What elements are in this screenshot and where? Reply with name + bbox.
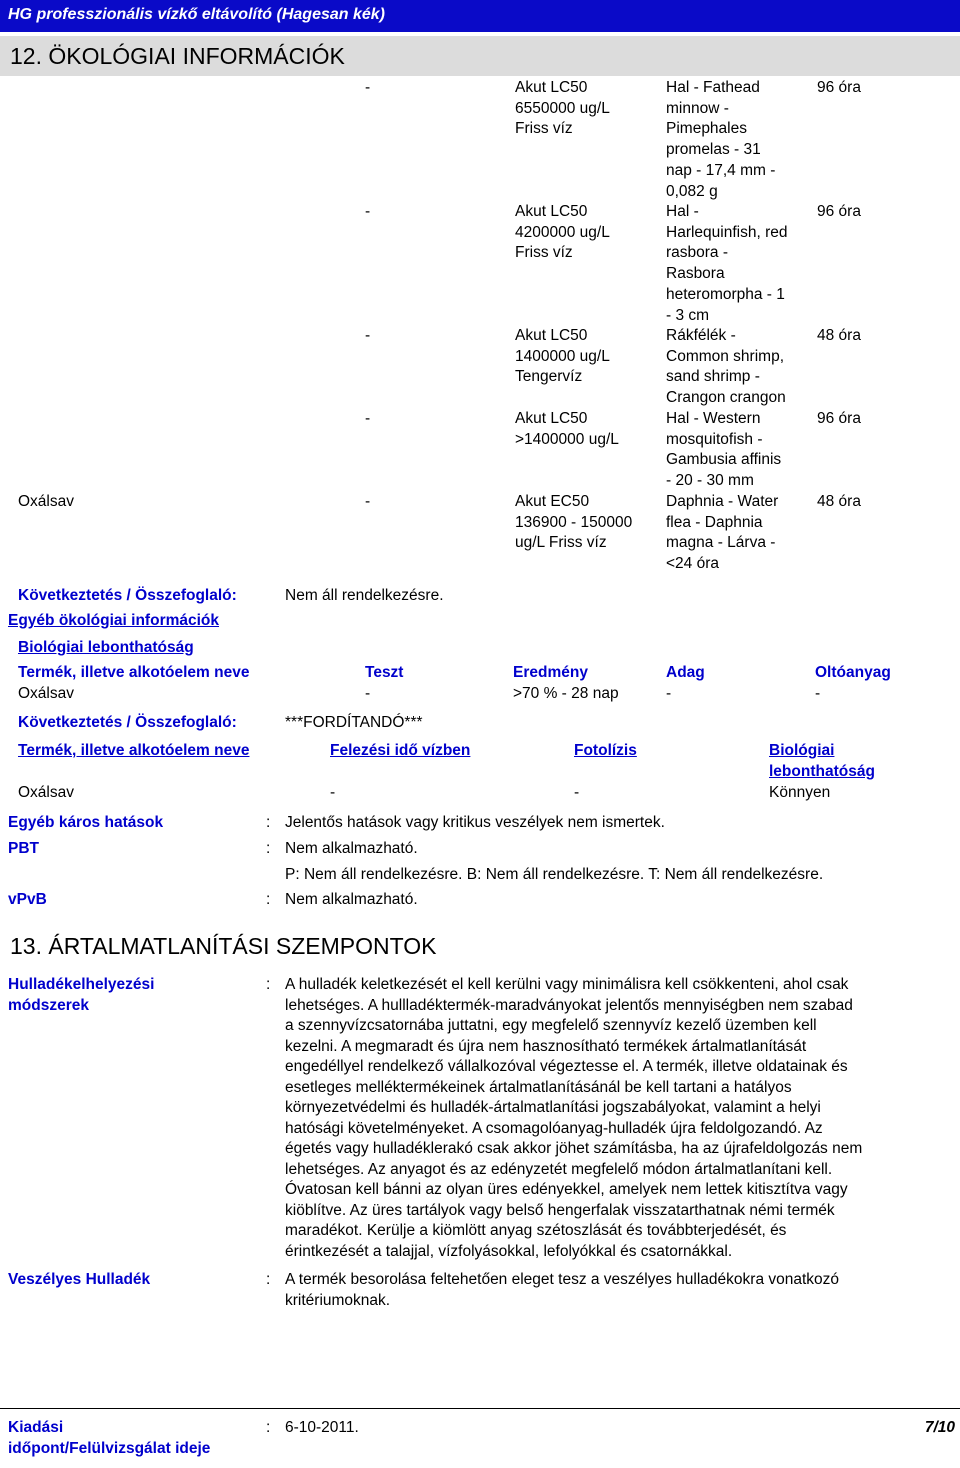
table-cell: - bbox=[574, 784, 580, 801]
colon: : bbox=[266, 891, 271, 908]
conclusion-value: Nem áll rendelkezésre. bbox=[285, 587, 444, 604]
table-header: Eredmény bbox=[513, 664, 588, 681]
table-cell: - bbox=[815, 685, 821, 702]
footer-date-value: 6-10-2011. bbox=[285, 1419, 359, 1436]
disposal-label: Hulladékelhelyezési módszerek bbox=[8, 976, 155, 1014]
footer-rule bbox=[0, 1408, 960, 1409]
species-cell: Rákfélék - Common shrimp, sand shrimp - Crangon crangon bbox=[666, 327, 786, 407]
table-cell: Oxálsav bbox=[18, 685, 74, 702]
exposure-cell: 96 óra bbox=[817, 203, 861, 220]
result-cell: Akut LC50 1400000 ug/L Tengervíz bbox=[515, 327, 610, 386]
footer-date-label: Kiadási időpont/Felülvizsgálat ideje bbox=[8, 1419, 211, 1457]
exposure-cell: 96 óra bbox=[817, 79, 861, 96]
species-cell: Hal - Harlequinfish, red rasbora - Rasbora heteromorpha - 1 - 3 cm bbox=[666, 203, 788, 324]
table-header: Fotolízis bbox=[574, 742, 637, 759]
hazardous-waste-label: Veszélyes Hulladék bbox=[8, 1271, 151, 1288]
result-cell: Akut LC50 4200000 ug/L Friss víz bbox=[515, 203, 610, 262]
dash-cell: - bbox=[365, 327, 371, 344]
table-cell: >70 % - 28 nap bbox=[513, 685, 619, 702]
colon: : bbox=[266, 1271, 271, 1288]
table-cell: Könnyen bbox=[769, 784, 831, 801]
table-header: Teszt bbox=[365, 664, 404, 681]
dash-cell: - bbox=[365, 493, 371, 510]
table-cell: - bbox=[365, 685, 371, 702]
other-eco-heading: Egyéb ökológiai információk bbox=[8, 612, 220, 629]
table-header: Termék, illetve alkotóelem neve bbox=[18, 742, 250, 759]
result-cell: Akut LC50 >1400000 ug/L bbox=[515, 410, 619, 448]
colon: : bbox=[266, 814, 271, 831]
disposal-text: A hulladék keletkezését el kell kerülni vagy minimálisra kell csökkenteni, ahol csak lehetséges. A hullladéktermék-maradványokat jelentős mennyiségben nem szabad a szennyvízcsatornába juttatni, egy megfelelő szennyvíz kezelő üzemben kell kezelni. A megmaradt és újra nem hasznosítható termékek ártalmatlanítását engedéllyel rendelkező vállalkozóval végeztesse el. A termék, illetve oldatainak és esetleges melléktermékeinek ártalmatlanításánál be kell tartani a hatályos környezetvédelmi és hulladék-ártalmatlanítási jogszabályokat, valamint a helyi hatósági követelményeket. A csomagolóanyag-hulladék újra feldolgozandó. Az égetés vagy hulladéklerakó csak akkor jöhet számításba, ha az újrafeldolgozás nem lehetséges. Az anyagot és az edényzetét megfelelő módon ártalmatlanítani kell. Óvatosan kell bánni az olyan üres edényekkel, amelyek nem lettek kitisztítva vagy kiöblítve. Az üres tartályok vagy belső hengerfalak visszatarthatnak némi termék maradékot. Kerülje a kiömlött anyag szétoszlását és továbbterjedését, és érintkezését a talajjal, vízfolyásokkal, lefolyókkal és csatornákkal. bbox=[285, 976, 863, 1260]
table-header: Biológiai lebonthatóság bbox=[769, 742, 875, 780]
product-title: HG professzionális vízkő eltávolító (Hagesan kék) bbox=[8, 6, 385, 23]
dash-cell: - bbox=[365, 203, 371, 220]
document-header-bar bbox=[0, 0, 960, 32]
table-header: Termék, illetve alkotóelem neve bbox=[18, 664, 250, 681]
pbt-label: PBT bbox=[8, 840, 39, 857]
table-cell: - bbox=[330, 784, 336, 801]
table-cell: Oxálsav bbox=[18, 784, 74, 801]
pbt-detail: P: Nem áll rendelkezésre. B: Nem áll rendelkezésre. T: Nem áll rendelkezésre. bbox=[285, 866, 824, 883]
table-header: Oltóanyag bbox=[815, 664, 891, 681]
substance-cell: Oxálsav bbox=[18, 493, 74, 510]
table-header: Felezési idő vízben bbox=[330, 742, 471, 759]
conclusion-label: Következtetés / Összefoglaló: bbox=[18, 587, 237, 604]
species-cell: Hal - Fathead minnow - Pimephales promelas - 31 nap - 17,4 mm - 0,082 g bbox=[666, 79, 776, 200]
dash-cell: - bbox=[365, 410, 371, 427]
result-cell: Akut LC50 6550000 ug/L Friss víz bbox=[515, 79, 610, 138]
vpvb-label: vPvB bbox=[8, 891, 47, 908]
section13-title: 13. ÁRTALMATLANÍTÁSI SZEMPONTOK bbox=[10, 933, 437, 959]
page-number: 7/10 bbox=[924, 1419, 955, 1436]
exposure-cell: 48 óra bbox=[817, 327, 861, 344]
dash-cell: - bbox=[365, 79, 371, 96]
species-cell: Daphnia - Water flea - Daphnia magna - Lárva - <24 óra bbox=[666, 493, 779, 573]
other-effects-label: Egyéb káros hatások bbox=[8, 814, 164, 831]
table-header: Adag bbox=[666, 664, 705, 681]
pbt-value: Nem alkalmazható. bbox=[285, 840, 418, 857]
table-cell: - bbox=[666, 685, 672, 702]
section12-title: 12. ÖKOLÓGIAI INFORMÁCIÓK bbox=[10, 43, 345, 69]
other-effects-value: Jelentős hatások vagy kritikus veszélyek nem ismertek. bbox=[285, 814, 665, 831]
vpvb-value: Nem alkalmazható. bbox=[285, 891, 418, 908]
hazardous-waste-text: A termék besorolása feltehetően eleget tesz a veszélyes hulladékokra vonatkozó kritériumoknak. bbox=[285, 1271, 840, 1309]
colon: : bbox=[266, 840, 271, 857]
exposure-cell: 96 óra bbox=[817, 410, 861, 427]
result-cell: Akut EC50 136900 - 150000 ug/L Friss víz bbox=[515, 493, 633, 552]
colon: : bbox=[266, 1419, 271, 1436]
conclusion-label: Következtetés / Összefoglaló: bbox=[18, 714, 237, 731]
species-cell: Hal - Western mosquitofish - Gambusia affinis - 20 - 30 mm bbox=[666, 410, 782, 490]
exposure-cell: 48 óra bbox=[817, 493, 861, 510]
conclusion-value: ***FORDÍTANDÓ*** bbox=[285, 714, 423, 731]
biodegradability-heading: Biológiai lebonthatóság bbox=[18, 639, 194, 656]
colon: : bbox=[266, 976, 271, 993]
